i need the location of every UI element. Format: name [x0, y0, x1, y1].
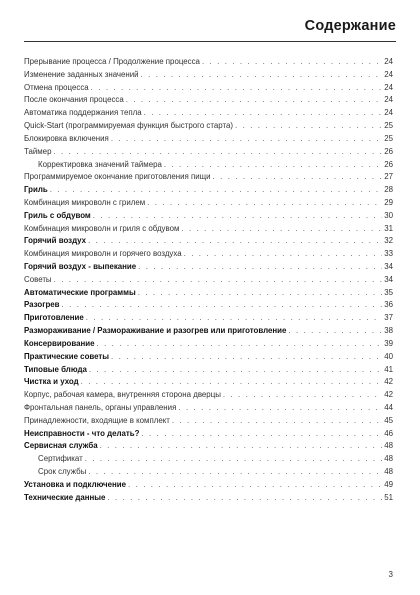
dot-leader: [288, 325, 382, 338]
dot-leader: [88, 466, 382, 479]
toc-entry-page: 27: [384, 172, 393, 182]
toc-entry-page: 24: [384, 69, 393, 79]
toc-entry: [24, 287, 393, 300]
dot-leader: [88, 235, 382, 248]
dot-leader: [91, 82, 383, 95]
toc-entry-title: Таймер: [24, 146, 52, 156]
dot-leader: [89, 364, 382, 377]
toc-entry: [24, 299, 393, 312]
toc-entry-title: Советы: [24, 274, 52, 284]
toc-entry-title: Сертификат: [38, 454, 83, 464]
toc-entry-title: Изменение заданных значений: [24, 69, 139, 79]
toc-entry-page: 24: [384, 82, 393, 92]
dot-leader: [141, 69, 383, 82]
toc-entry: [24, 197, 393, 210]
dot-leader: [126, 94, 382, 107]
toc-entry: [24, 235, 393, 248]
table-of-contents: [24, 56, 393, 504]
toc-entry: [24, 133, 393, 146]
toc-entry-title: Горячий воздух: [24, 236, 87, 246]
toc-entry: [24, 402, 393, 415]
toc-entry-title: Комбинация микроволн с грилем: [24, 197, 146, 207]
dot-leader: [138, 261, 382, 274]
toc-entry-title: Консервирование: [24, 338, 95, 348]
toc-entry-page: 38: [384, 326, 393, 336]
toc-entry: [24, 56, 393, 69]
toc-entry-page: 33: [384, 249, 393, 259]
dot-leader: [213, 171, 383, 184]
toc-entry-title: Корректировка значений таймера: [38, 159, 162, 169]
dot-leader: [111, 133, 382, 146]
toc-entry-page: 34: [384, 262, 393, 271]
toc-entry-page: 36: [384, 300, 393, 310]
toc-entry-title: Неисправности - что делать?: [24, 428, 140, 438]
toc-entry-page: 39: [384, 338, 393, 348]
toc-entry: [24, 210, 393, 223]
toc-entry-page: 34: [384, 274, 393, 284]
toc-entry-title: Размораживание / Размораживание и разогрев или приготовление: [24, 326, 287, 336]
toc-entry-page: 30: [384, 210, 393, 220]
toc-entry-title: Программируемое окончание приготовления пищи: [24, 172, 211, 182]
toc-entry-page: 31: [384, 223, 393, 233]
toc-entry-title: Чистка и уход: [24, 377, 79, 387]
dot-leader: [223, 389, 382, 402]
toc-entry-page: 26: [384, 159, 393, 169]
toc-entry-page: 42: [384, 390, 393, 400]
toc-entry: [24, 184, 393, 197]
toc-entry: [24, 376, 393, 389]
dot-leader: [111, 351, 382, 364]
toc-entry-title: Срок службы: [38, 467, 87, 476]
toc-entry: [24, 479, 393, 492]
page-number: 3: [388, 570, 393, 579]
dot-leader: [54, 274, 383, 287]
dot-leader: [50, 184, 383, 197]
toc-entry-page: 48: [384, 454, 393, 464]
dot-leader: [202, 56, 382, 69]
dot-leader: [235, 120, 382, 133]
dot-leader: [53, 146, 382, 159]
toc-entry-title: Автоматика поддержания тепла: [24, 108, 142, 118]
dot-leader: [141, 428, 382, 441]
toc-entry-page: 35: [384, 287, 393, 297]
toc-entry: [24, 492, 393, 505]
page-header: Содержание: [304, 18, 396, 34]
toc-entry: [24, 415, 393, 428]
toc-entry: [24, 440, 393, 453]
toc-entry-page: 42: [384, 377, 393, 387]
toc-entry: [24, 146, 393, 159]
toc-entry: [24, 389, 393, 402]
toc-entry: [24, 364, 393, 377]
dot-leader: [96, 338, 382, 351]
dot-leader: [100, 440, 383, 453]
toc-entry: [24, 274, 393, 287]
toc-entry: [24, 159, 393, 172]
toc-entry-page: 49: [384, 479, 393, 489]
dot-leader: [144, 107, 383, 120]
dot-leader: [93, 210, 382, 223]
toc-entry-title: Автоматические программы: [24, 287, 136, 297]
toc-entry-page: 51: [384, 492, 393, 502]
toc-entry-page: 48: [384, 467, 393, 476]
dot-leader: [62, 299, 383, 312]
toc-entry: [24, 120, 393, 133]
header-divider: [24, 41, 396, 42]
toc-entry-title: Установка и подключение: [24, 479, 127, 489]
toc-entry: [24, 466, 393, 479]
toc-entry-page: 25: [384, 121, 393, 131]
dot-leader: [181, 223, 382, 236]
dot-leader: [178, 402, 382, 415]
toc-entry-title: Блокировка включения: [24, 133, 109, 143]
dot-leader: [107, 492, 382, 505]
dot-leader: [172, 415, 382, 428]
dot-leader: [85, 453, 383, 466]
toc-entry-title: Разогрев: [24, 300, 60, 310]
toc-entry-page: 48: [384, 441, 393, 451]
toc-entry-title: Комбинация микроволн и гриля с обдувом: [24, 223, 180, 233]
toc-entry-title: Горячий воздух - выпекание: [24, 262, 137, 271]
toc-entry: [24, 325, 393, 338]
toc-entry: [24, 338, 393, 351]
toc-entry: [24, 94, 393, 107]
toc-entry-title: Типовые блюда: [24, 364, 87, 374]
toc-entry-page: 44: [384, 402, 393, 412]
toc-entry-page: 24: [384, 108, 393, 118]
toc-entry-page: 26: [384, 146, 393, 156]
toc-entry-page: 46: [384, 428, 393, 438]
toc-entry-title: Прерывание процесса / Продолжение процесса: [24, 57, 200, 66]
toc-entry-title: Гриль с обдувом: [24, 210, 91, 220]
dot-leader: [81, 376, 383, 389]
toc-entry: [24, 107, 393, 120]
toc-entry-title: Корпус, рабочая камера, внутренняя сторона дверцы: [24, 390, 221, 400]
toc-entry: [24, 351, 393, 364]
toc-entry: [24, 248, 393, 261]
toc-entry-page: 29: [384, 197, 393, 207]
toc-entry: [24, 69, 393, 82]
toc-entry-title: Технические данные: [24, 492, 106, 502]
toc-entry: [24, 428, 393, 441]
dot-leader: [86, 312, 382, 325]
toc-entry: [24, 312, 393, 325]
toc-entry-page: 24: [384, 95, 393, 105]
toc-entry-page: 25: [384, 133, 393, 143]
toc-entry-page: 28: [384, 185, 393, 195]
toc-entry-title: Гриль: [24, 185, 48, 195]
toc-entry-page: 37: [384, 313, 393, 323]
toc-entry-title: Отмена процесса: [24, 82, 89, 92]
toc-entry: [24, 171, 393, 184]
toc-entry-title: Комбинация микроволн и горячего воздуха: [24, 249, 182, 259]
dot-leader: [147, 197, 382, 210]
dot-leader: [138, 287, 383, 300]
dot-leader: [128, 479, 382, 492]
dot-leader: [184, 248, 383, 261]
toc-entry: [24, 82, 393, 95]
toc-entry-title: Сервисная служба: [24, 441, 98, 451]
toc-entry-title: После окончания процесса: [24, 95, 124, 105]
toc-entry-page: 32: [384, 236, 393, 246]
toc-entry: [24, 453, 393, 466]
toc-entry-title: Quick-Start (программируемая функция быстрого старта): [24, 121, 234, 131]
toc-entry-page: 45: [384, 415, 393, 425]
toc-entry-title: Принадлежности, входящие в комплект: [24, 415, 170, 425]
dot-leader: [164, 159, 382, 172]
toc-entry: [24, 261, 393, 274]
toc-entry-page: 40: [384, 351, 393, 361]
toc-entry-title: Приготовление: [24, 313, 84, 323]
toc-entry-page: 24: [384, 57, 393, 66]
toc-entry-page: 41: [384, 364, 393, 374]
toc-entry-title: Фронтальная панель, органы управления: [24, 402, 177, 412]
toc-entry: [24, 223, 393, 236]
toc-entry-title: Практические советы: [24, 351, 110, 361]
